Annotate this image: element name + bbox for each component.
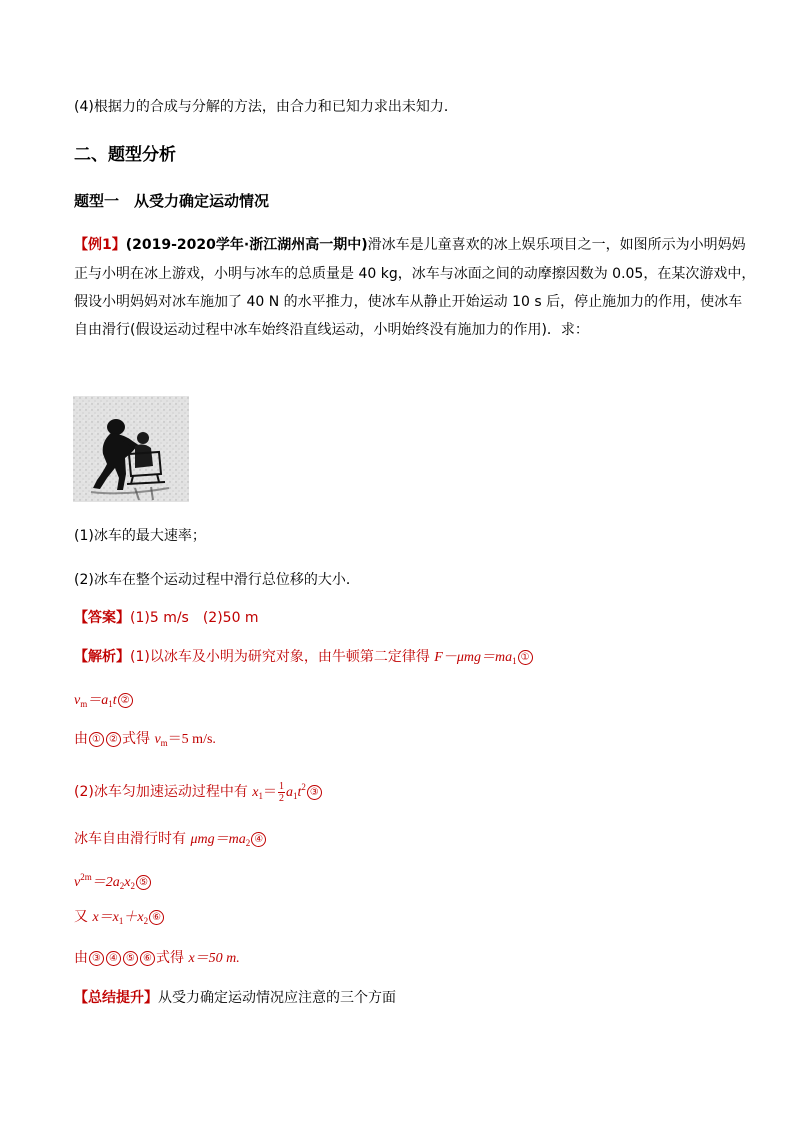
- subscript: 2: [245, 838, 251, 848]
- superscript: 2: [301, 782, 306, 792]
- subscript: m: [80, 699, 88, 709]
- equation-part: ＋x: [123, 910, 144, 925]
- text-you: 由: [74, 950, 88, 966]
- subscript: 2: [119, 881, 125, 891]
- circled-number-2: ②: [118, 693, 133, 708]
- analysis-text-1: (1)以冰车及小明为研究对象，由牛顿第二定律得: [130, 649, 435, 665]
- analysis-line-1: [74, 648, 534, 670]
- circled-number-5: ⑤: [123, 951, 138, 966]
- circled-number-6: ⑥: [140, 951, 155, 966]
- var-v: v: [74, 693, 81, 708]
- circled-number-5: ⑤: [136, 875, 151, 890]
- equation-part: ＝a: [87, 693, 109, 708]
- subscript: 2: [130, 881, 135, 891]
- analysis-line-5: [74, 830, 267, 852]
- example-line-2: 正与小明在冰上游戏，小明与冰车的总质量是 40 kg，冰车与冰面之间的动摩擦因数为 0.05，在某次游戏中，: [74, 266, 756, 282]
- result-value: ＝5 m/s.: [167, 732, 216, 747]
- var-v: v: [74, 875, 81, 890]
- summary-text: 从受力确定运动情况应注意的三个方面: [158, 990, 396, 1006]
- subscript: 1: [512, 656, 517, 666]
- var-t: t: [112, 693, 117, 708]
- text-shide: 式得: [156, 950, 189, 966]
- subscript: 1: [293, 791, 298, 801]
- analysis-line-6: [74, 868, 152, 895]
- circled-number-4: ④: [251, 832, 266, 847]
- answer-label: 【答案】: [74, 610, 130, 626]
- fraction-half: [278, 781, 285, 804]
- equals: ＝: [263, 785, 277, 800]
- example-source: (2019-2020学年·浙江湖州高一期中): [125, 237, 368, 253]
- section-title: 二、题型分析: [74, 145, 176, 165]
- subscript: 1: [118, 916, 124, 926]
- subscript: 2: [143, 916, 149, 926]
- circled-number-3: ③: [89, 951, 104, 966]
- answer: [74, 609, 259, 627]
- summary-label: 【总结提升】: [74, 990, 158, 1006]
- analysis-text-4: (2)冰车匀加速运动过程中有: [74, 784, 253, 800]
- result-value: x＝50 m.: [188, 951, 240, 966]
- equation-sum: x＝x: [92, 910, 119, 925]
- text-shide: 式得: [122, 731, 155, 747]
- superscript: 2m: [80, 872, 92, 882]
- circled-number-4: ④: [106, 951, 121, 966]
- analysis-line-3: [74, 730, 216, 752]
- analysis-label: 【解析】: [74, 649, 130, 665]
- example-line-4: 自由滑行(假设运动过程中冰车始终沿直线运动，小明始终没有施加力的作用)．求：: [74, 322, 589, 338]
- text-you: 由: [74, 731, 88, 747]
- equation-part: ＝2a: [91, 875, 120, 890]
- example-label: 【例1】: [74, 237, 126, 253]
- question-2: (2)冰车在整个运动过程中滑行总位移的大小．: [74, 572, 360, 588]
- equation-friction: μmg＝ma: [190, 832, 246, 847]
- var-t: t: [297, 785, 302, 800]
- example-line-3: 假设小明妈妈对冰车施加了 40 N 的水平推力，使冰车从静止开始运动 10 s 后，停止施加力的作用，使冰车: [74, 294, 743, 310]
- paragraph-method: (4)根据力的合成与分解的方法，由合力和已知力求出未知力．: [74, 99, 458, 115]
- text-you2: 又: [74, 909, 93, 925]
- subscript: m: [160, 738, 168, 748]
- analysis-line-7: [74, 908, 165, 930]
- var-x: x: [252, 785, 259, 800]
- analysis-line-2: [74, 692, 134, 713]
- fraction-denominator: 2: [279, 792, 284, 804]
- circled-number-2: ②: [106, 732, 121, 747]
- circled-number-1: ①: [518, 650, 533, 665]
- subscript: 1: [258, 791, 263, 801]
- analysis-line-4: [74, 778, 323, 805]
- circled-number-3: ③: [307, 785, 322, 800]
- example-line-1: [74, 236, 746, 254]
- equation-newton: F－μmg＝ma: [434, 650, 513, 665]
- subscript: 1: [108, 699, 113, 709]
- var-v: v: [154, 732, 161, 747]
- var-x: x: [124, 875, 131, 890]
- analysis-text-5: 冰车自由滑行时有: [74, 831, 191, 847]
- question-1: (1)冰车的最大速率；: [74, 528, 206, 544]
- example-text: 滑冰车是儿童喜欢的冰上娱乐项目之一，如图所示为小明妈妈: [367, 237, 746, 253]
- subsection-title: 题型一 从受力确定运动情况: [74, 192, 270, 210]
- circled-number-6: ⑥: [149, 910, 164, 925]
- ice-sled-photo: [73, 396, 189, 502]
- analysis-line-8: [74, 949, 240, 968]
- fraction-numerator: 1: [279, 780, 284, 792]
- var-a: a: [286, 785, 293, 800]
- answer-text: (1)5 m/s (2)50 m: [130, 610, 259, 626]
- summary: [74, 989, 396, 1007]
- circled-number-1: ①: [89, 732, 104, 747]
